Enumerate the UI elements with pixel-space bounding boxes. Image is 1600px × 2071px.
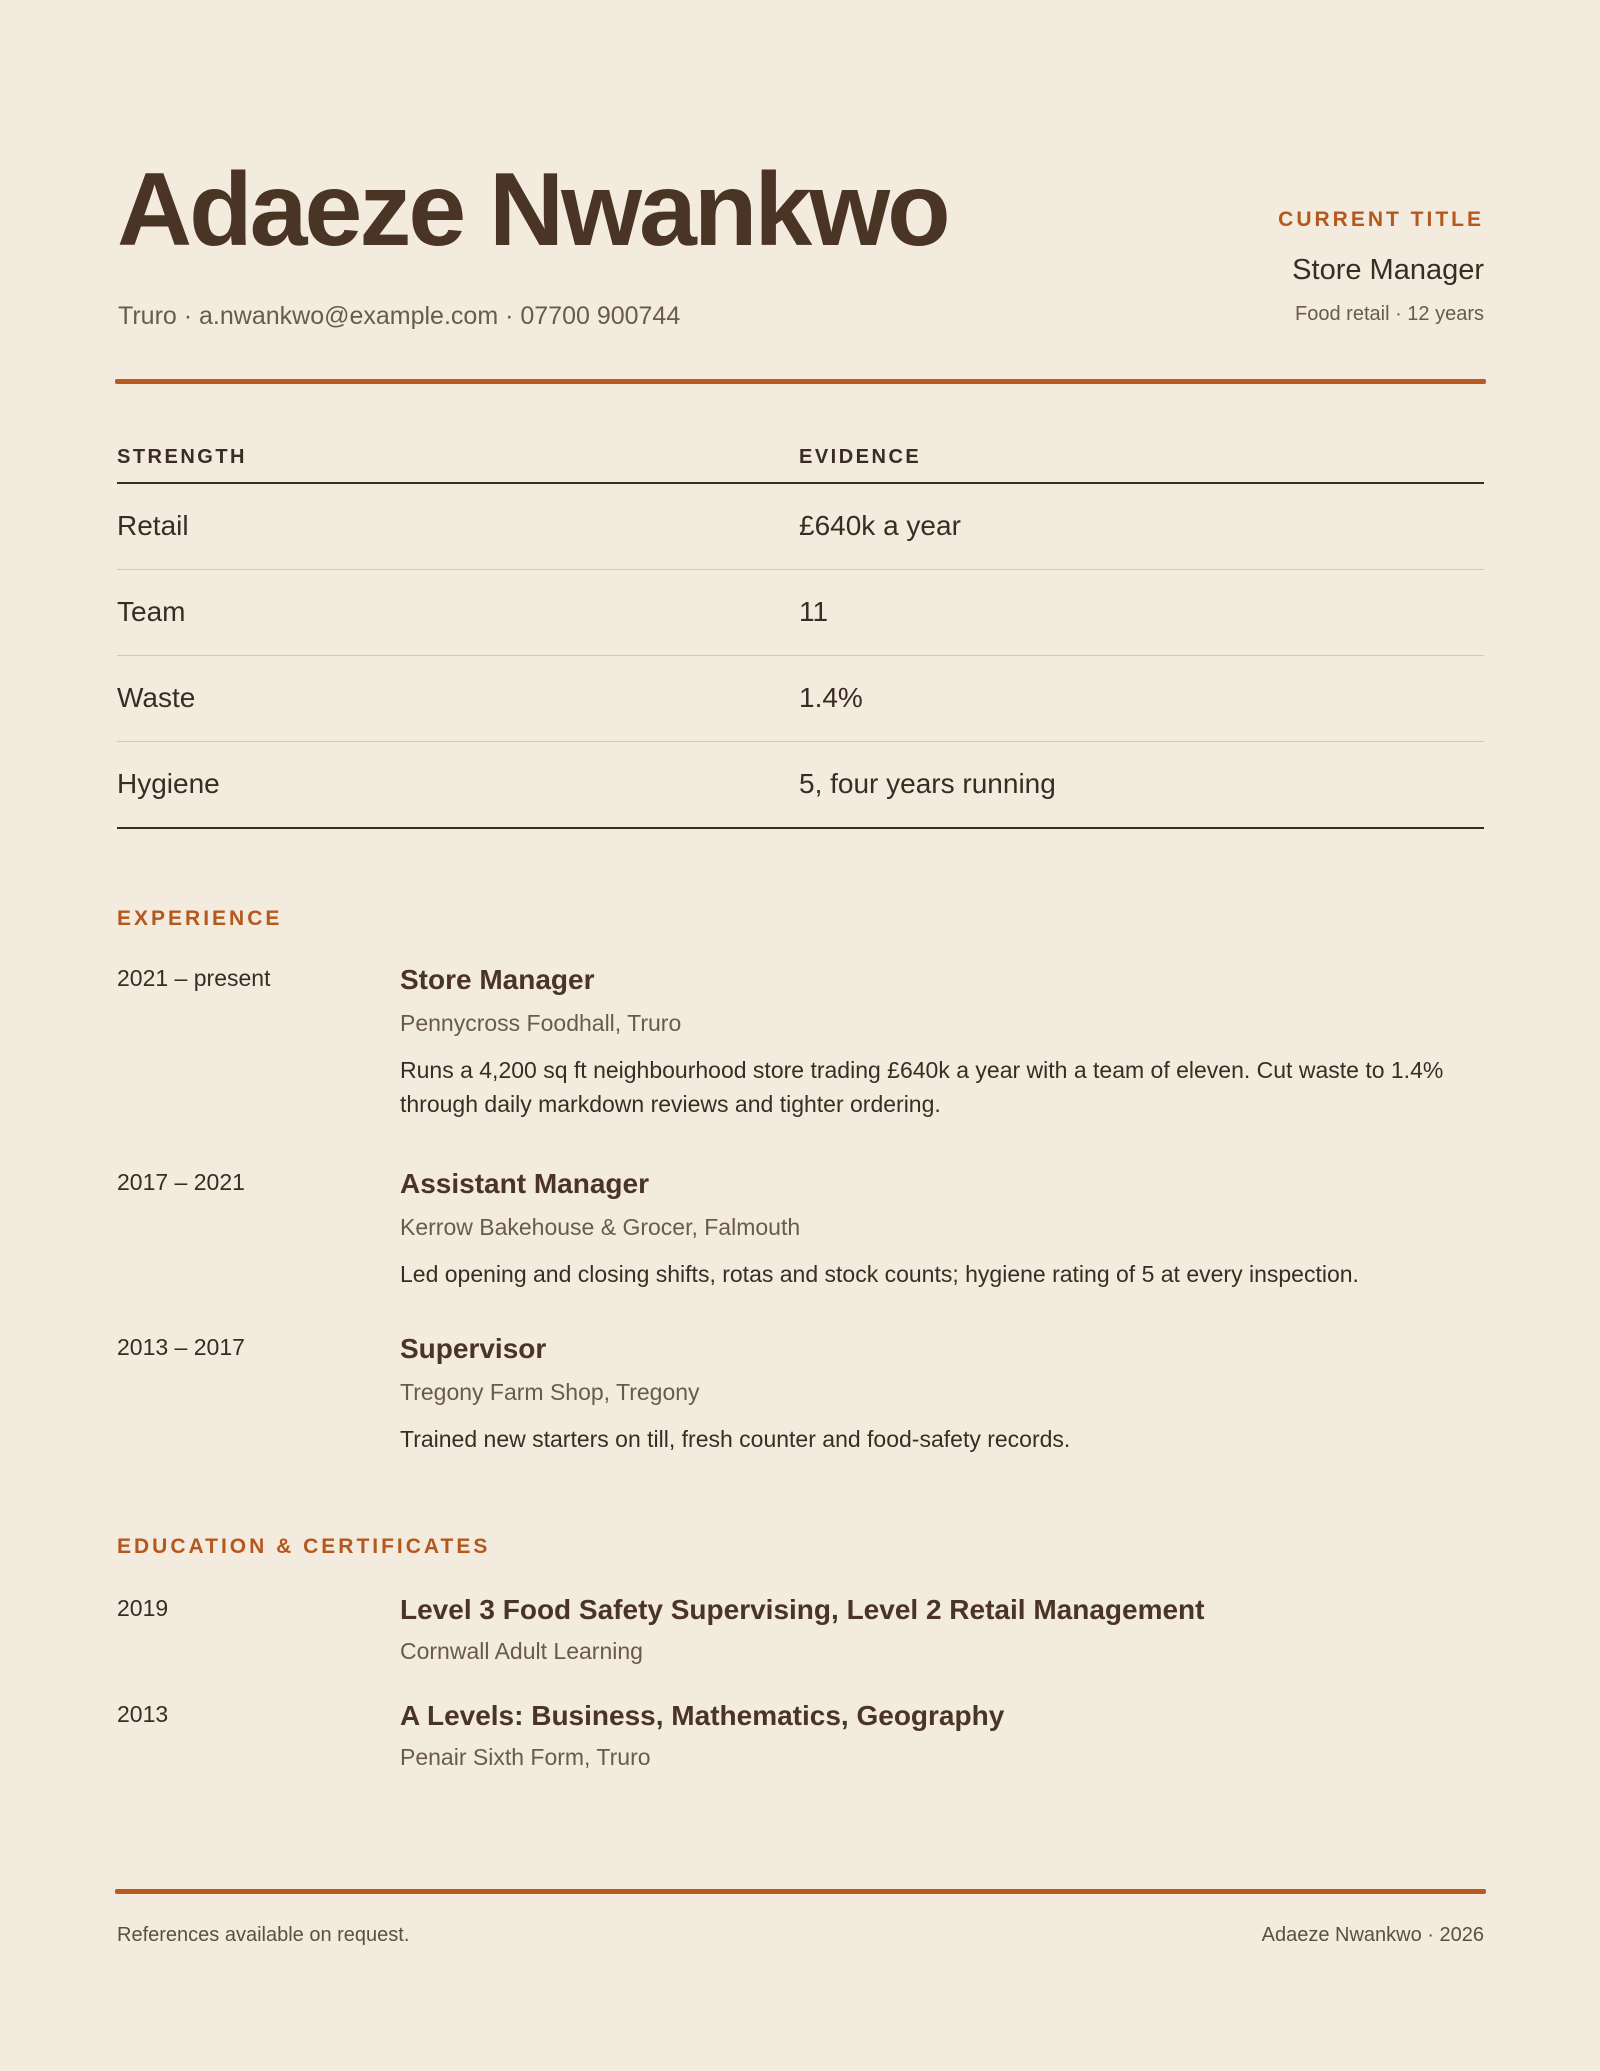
evidence-cell: £640k a year xyxy=(799,510,961,541)
entry-role: Assistant Manager xyxy=(400,1168,649,1199)
column-header-evidence: EVIDENCE xyxy=(799,446,922,468)
entry-organisation: Pennycross Foodhall, Truro xyxy=(400,1009,682,1036)
footer-references: References available on request. xyxy=(117,1924,410,1946)
entry-year: 2013 xyxy=(117,1701,169,1727)
column-header-strength: STRENGTH xyxy=(117,446,247,468)
experience-heading: EXPERIENCE xyxy=(117,907,283,930)
current-title: Store Manager xyxy=(1292,254,1484,286)
entry-role: Supervisor xyxy=(400,1333,547,1364)
candidate-name: Adaeze Nwankwo xyxy=(117,152,948,268)
entry-year: 2019 xyxy=(117,1595,169,1621)
table-row xyxy=(117,484,1484,570)
current-title-meta: Food retail · 12 years xyxy=(1295,303,1484,325)
entry-description: Runs a 4,200 sq ft neighbourhood store trading £640k a year with a team of eleven. Cut waste to 1.4% through daily markdown reviews and tighter ordering. xyxy=(400,1056,1444,1118)
table-row xyxy=(117,570,1484,656)
entry-organisation: Tregony Farm Shop, Tregony xyxy=(400,1378,700,1405)
current-title-label: CURRENT TITLE xyxy=(1278,208,1484,231)
entry-institution: Penair Sixth Form, Truro xyxy=(400,1743,651,1770)
footer-signature: Adaeze Nwankwo · 2026 xyxy=(1261,1924,1484,1946)
evidence-cell: 1.4% xyxy=(799,682,863,713)
contact-line: Truro · a.nwankwo@example.com · 07700 900744 xyxy=(118,302,681,330)
strength-cell: Hygiene xyxy=(117,768,220,799)
strength-cell: Team xyxy=(117,596,186,627)
entry-qualification: Level 3 Food Safety Supervising, Level 2 Retail Management xyxy=(400,1594,1205,1625)
entry-institution: Cornwall Adult Learning xyxy=(400,1637,643,1664)
education-heading: EDUCATION & CERTIFICATES xyxy=(117,1535,491,1558)
entry-role: Store Manager xyxy=(400,964,595,995)
entry-dates: 2017 – 2021 xyxy=(117,1169,245,1195)
footer-divider xyxy=(115,1889,1486,1894)
entry-qualification: A Levels: Business, Mathematics, Geography xyxy=(400,1700,1005,1731)
evidence-cell: 5, four years running xyxy=(799,768,1056,799)
entry-organisation: Kerrow Bakehouse & Grocer, Falmouth xyxy=(400,1213,801,1240)
strengths-table xyxy=(117,444,1484,829)
table-row xyxy=(117,656,1484,742)
entry-description: Led opening and closing shifts, rotas and stock counts; hygiene rating of 5 at every inspection. xyxy=(400,1260,1359,1287)
entry-dates: 2013 – 2017 xyxy=(117,1334,245,1360)
strength-cell: Waste xyxy=(117,682,196,713)
current-title-block xyxy=(1278,208,1484,326)
table-row xyxy=(117,742,1484,829)
resume-page xyxy=(117,0,1484,2071)
strength-cell: Retail xyxy=(117,510,189,541)
entry-description: Trained new starters on till, fresh counter and food-safety records. xyxy=(400,1425,1071,1452)
evidence-cell: 11 xyxy=(799,596,829,627)
strengths-table-header xyxy=(117,444,1484,484)
header-divider xyxy=(115,379,1486,384)
entry-dates: 2021 – present xyxy=(117,965,271,991)
